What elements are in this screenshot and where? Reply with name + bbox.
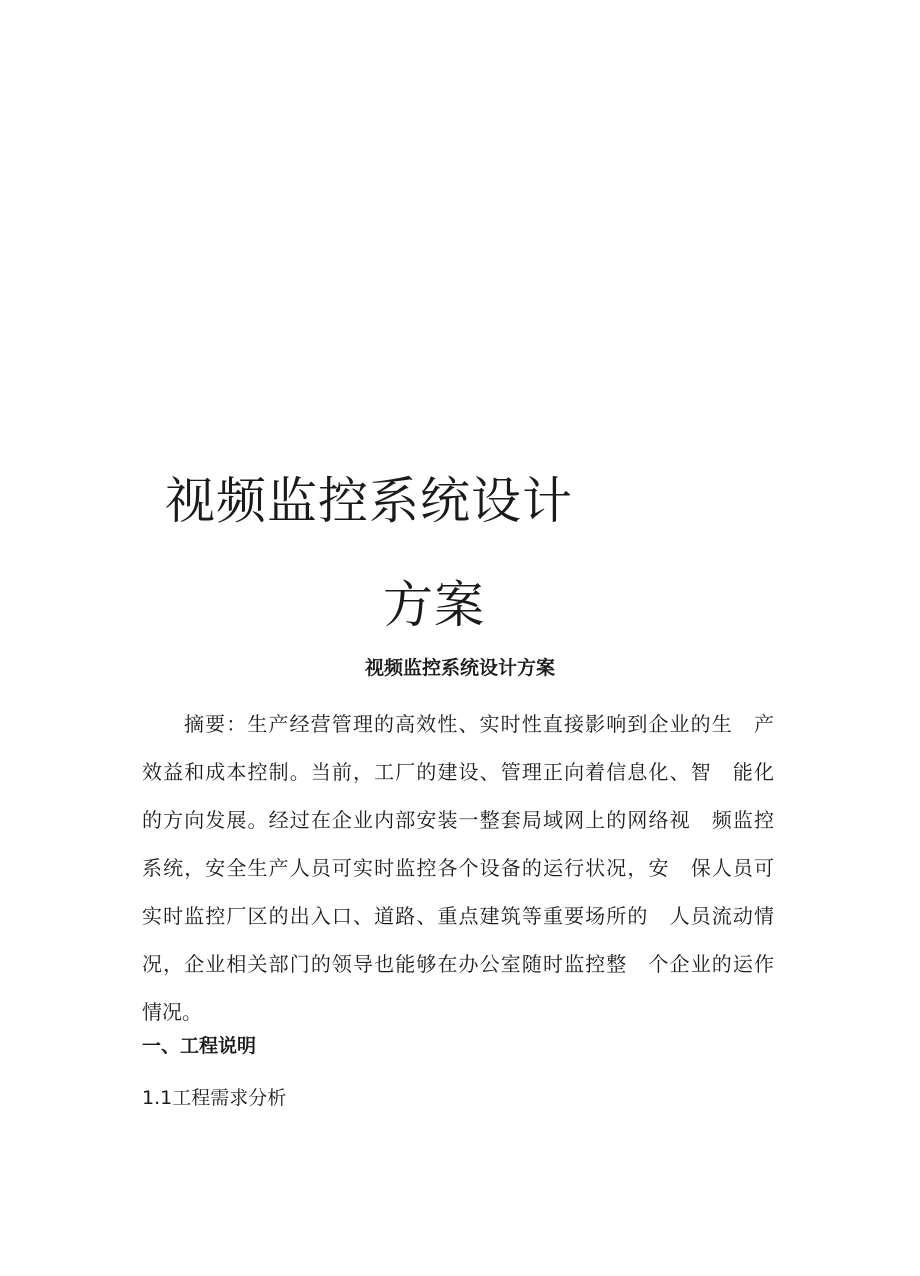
document-subtitle: 视频监控系统设计方案 [364,657,555,679]
cover-title-line-2: 方案 [383,576,485,634]
section-heading: 一、工程说明 [142,1035,257,1057]
abstract-line: 实时监控厂区的出入口、道路、重点建筑等重要场所的 人员流动情 [142,904,774,928]
abstract-line: 的方向发展。经过在企业内部安装一整套局域网上的网络视 频监控 [142,808,774,832]
abstract-paragraph [142,700,774,1036]
abstract-line: 况，企业相关部门的领导也能够在办公室随时监控整 个企业的运作 [142,952,774,976]
abstract-line: 摘要：生产经营管理的高效性、实时性直接影响到企业的生 产 [184,712,774,736]
cover-title-line-1: 视频监控系统设计 [165,472,573,530]
abstract-line: 效益和成本控制。当前，工厂的建设、管理正向着信息化、智 能化 [142,760,774,784]
subsection-heading: 1.1工程需求分析 [142,1087,287,1109]
abstract-line: 情况。 [142,1000,202,1024]
abstract-line: 系统，安全生产人员可实时监控各个设备的运行状况，安 保人员可 [142,856,774,880]
